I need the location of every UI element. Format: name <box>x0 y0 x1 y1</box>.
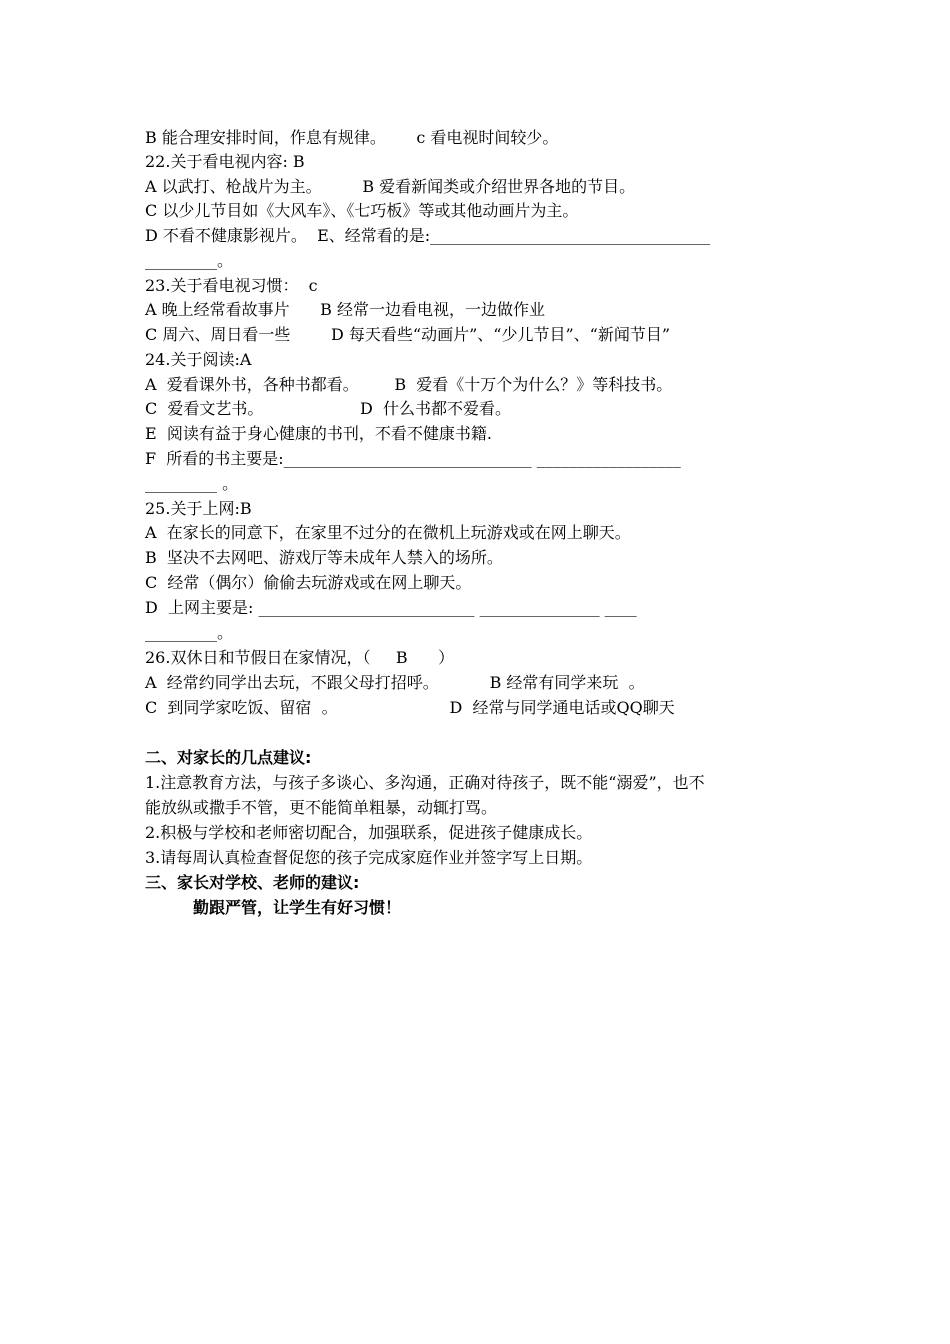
q22-title: 22.关于看电视内容: B <box>145 152 305 171</box>
q24-options-c-d: C 爱看文艺书。 D 什么书都不爱看。 <box>145 399 512 418</box>
q25-option-d: D 上网主要是: ___________________________ _______________ ____ <box>145 598 637 617</box>
q24-option-f: F 所看的书主要是:_______________________________ __________________ <box>145 449 681 468</box>
q25-option-c: C 经常（偶尔）偷偷去玩游戏或在网上聊天。 <box>145 573 472 592</box>
q21-option-b-c: B 能合理安排时间，作息有规律。 c 看电视时间较少。 <box>145 128 559 147</box>
section2-item3: 3.请每周认真检查督促您的孩子完成家庭作业并签字写上日期。 <box>145 848 593 867</box>
section2-heading: 二、对家长的几点建议: <box>145 748 312 767</box>
q23-options-c-d: C 周六、周日看一些 D 每天看些“动画片”、“少儿节目”、“新闻节目” <box>145 325 671 344</box>
q23-options-a-b: A 晚上经常看故事片 B 经常一边看电视，一边做作业 <box>145 300 546 319</box>
q26-title: 26.双休日和节假日在家情况，（ B ） <box>145 648 455 667</box>
q23-title: 23.关于看电视习惯： c <box>145 276 318 295</box>
q24-blank-continuation: _________ 。 <box>145 474 239 493</box>
q25-blank-continuation: _________。 <box>145 623 234 642</box>
q22-options-d-e: D 不看不健康影视片。 E、经常看的是:___________________________________ <box>145 226 711 245</box>
section2-item1-line2: 能放纵或撒手不管，更不能简单粗暴，动辄打骂。 <box>145 798 498 817</box>
q22-options-a-b: A 以武打、枪战片为主。 B 爱看新闻类或介绍世界各地的节目。 <box>145 177 636 196</box>
section2-item1-line1: 1.注意教育方法，与孩子多谈心、多沟通，正确对待孩子，既不能“溺爱”，也不 <box>145 773 705 792</box>
section2-item2: 2.积极与学校和老师密切配合，加强联系，促进孩子健康成长。 <box>145 823 593 842</box>
section3-answer: 勤跟严管，让学生有好习惯！ <box>193 898 402 917</box>
q26-options-a-b: A 经常约同学出去玩，不跟父母打招呼。 B 经常有同学来玩 。 <box>145 673 645 692</box>
q24-options-a-b: A 爱看课外书，各种书都看。 B 爱看《十万个为什么？》等科技书。 <box>145 375 673 394</box>
q24-option-e: E 阅读有益于身心健康的书刊，不看不健康书籍. <box>145 424 492 443</box>
q22-option-c: C 以少儿节目如《大风车》、《七巧板》等或其他动画片为主。 <box>145 201 579 220</box>
q25-option-a: A 在家长的同意下，在家里不过分的在微机上玩游戏或在网上聊天。 <box>145 523 631 542</box>
q26-options-c-d: C 到同学家吃饭、留宿 。 D 经常与同学通电话或QQ聊天 <box>145 698 675 717</box>
q25-title: 25.关于上网:B <box>145 499 252 518</box>
q24-title: 24.关于阅读:A <box>145 350 252 369</box>
q25-option-b: B 坚决不去网吧、游戏厅等未成年人禁入的场所。 <box>145 548 503 567</box>
section3-heading: 三、家长对学校、老师的建议: <box>145 873 360 892</box>
q22-blank-continuation: _________。 <box>145 251 234 270</box>
